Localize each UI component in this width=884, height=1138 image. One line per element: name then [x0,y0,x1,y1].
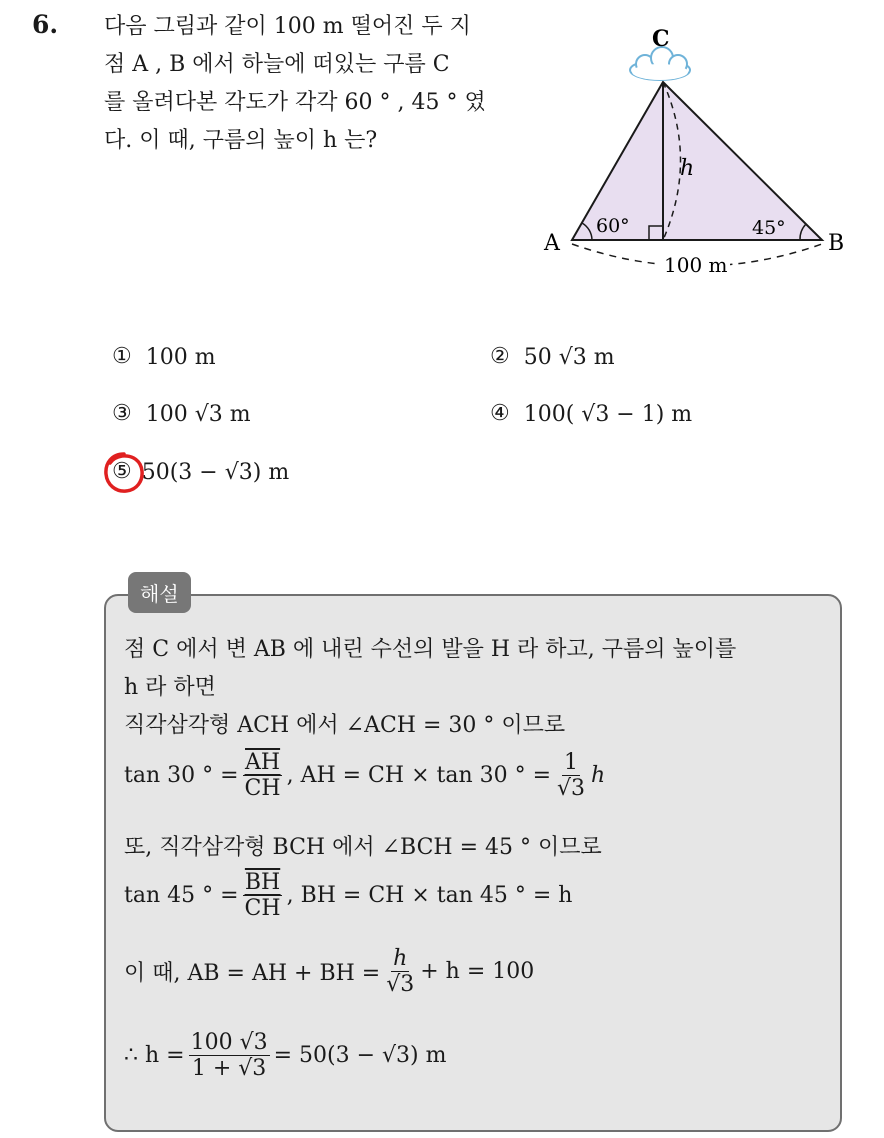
solution-equation [124,870,572,921]
fraction-numerator: 100 √3 [190,1030,268,1055]
label-b: B [828,231,845,256]
solution-line: 직각삼각형 ACH 에서 ∠ACH = 30 ° 이므로 [124,713,566,738]
choice-text: 100( √3 − 1) m [523,401,693,427]
fraction-numerator: h [393,946,408,971]
fraction-numerator: $\overline{BH}$ [244,870,281,895]
eq-text: , AH = CH × tan 30 ° = [286,763,552,788]
choice-4[interactable] [490,401,692,427]
fraction-numerator: $\overline{AH}$ [245,750,281,775]
question-number: 6. [32,10,59,39]
eq-text: 이 때, AB = AH + BH = [124,961,381,986]
eq-text: , BH = CH × tan 45 ° = h [286,883,573,908]
answer-mark-icon [100,449,148,497]
solution-equation [124,946,534,997]
question-line: 다. 이 때, 구름의 높이 h 는? [104,128,378,153]
solution-line: 또, 직각삼각형 BCH 에서 ∠BCH = 45 ° 이므로 [124,835,602,860]
label-a: A [544,231,560,256]
label-c: C [652,26,670,52]
fraction [555,750,587,801]
choice-3[interactable] [112,401,251,427]
eq-text: ∴ h = [124,1043,185,1068]
eq-text: tan 30 ° = [124,763,239,788]
solution-line: 점 C 에서 변 AB 에 내린 수선의 발을 H 라 하고, 구름의 높이를 [124,637,737,662]
fraction [384,946,416,997]
choice-number: ④ [490,401,510,426]
fraction-denominator: √3 [557,776,586,801]
triangle-figure [530,20,860,290]
eq-text: h [591,763,606,788]
question-line: 점 A , B 에서 하늘에 떠있는 구름 C [104,52,450,77]
choice-text: 50(3 − √3) m [141,459,290,485]
choice-2[interactable] [490,344,615,370]
fraction-denominator: CH [244,776,281,801]
choice-number: ③ [112,401,132,426]
fraction-denominator: CH [244,896,281,921]
choice-text: 50 √3 m [523,344,615,370]
solution-tab: 해설 [128,572,191,613]
fraction [243,750,283,801]
fraction-numerator: 1 [564,750,579,775]
label-h: h [680,156,695,181]
eq-text: = 50(3 − √3) m [273,1043,447,1068]
fraction-denominator: √3 [386,972,415,997]
angle-a-label: 60° [596,215,630,237]
choice-1[interactable] [112,344,216,370]
solution-equation [124,750,605,801]
choice-text: 100 m [145,344,216,370]
choice-number: ⑤ [112,459,132,484]
fraction [189,1030,270,1081]
fraction [243,870,283,921]
angle-b-label: 45° [752,217,786,239]
eq-text: + h = 100 [420,959,535,984]
choice-text: 100 √3 m [145,401,251,427]
eq-text: tan 45 ° = [124,883,239,908]
question-line: 다음 그림과 같이 100 m 떨어진 두 지 [104,14,471,39]
choice-number: ② [490,344,510,369]
question-text [104,8,524,160]
question-line: 를 올려다본 각도가 각각 60 ° , 45 ° 였 [104,90,486,115]
solution-equation [124,1030,446,1081]
solution-line [124,670,216,701]
distance-label: 100 m [664,253,728,277]
choice-number: ① [112,344,132,369]
solution-text: h 라 하면 [124,675,216,700]
fraction-denominator: 1 + √3 [191,1056,267,1081]
